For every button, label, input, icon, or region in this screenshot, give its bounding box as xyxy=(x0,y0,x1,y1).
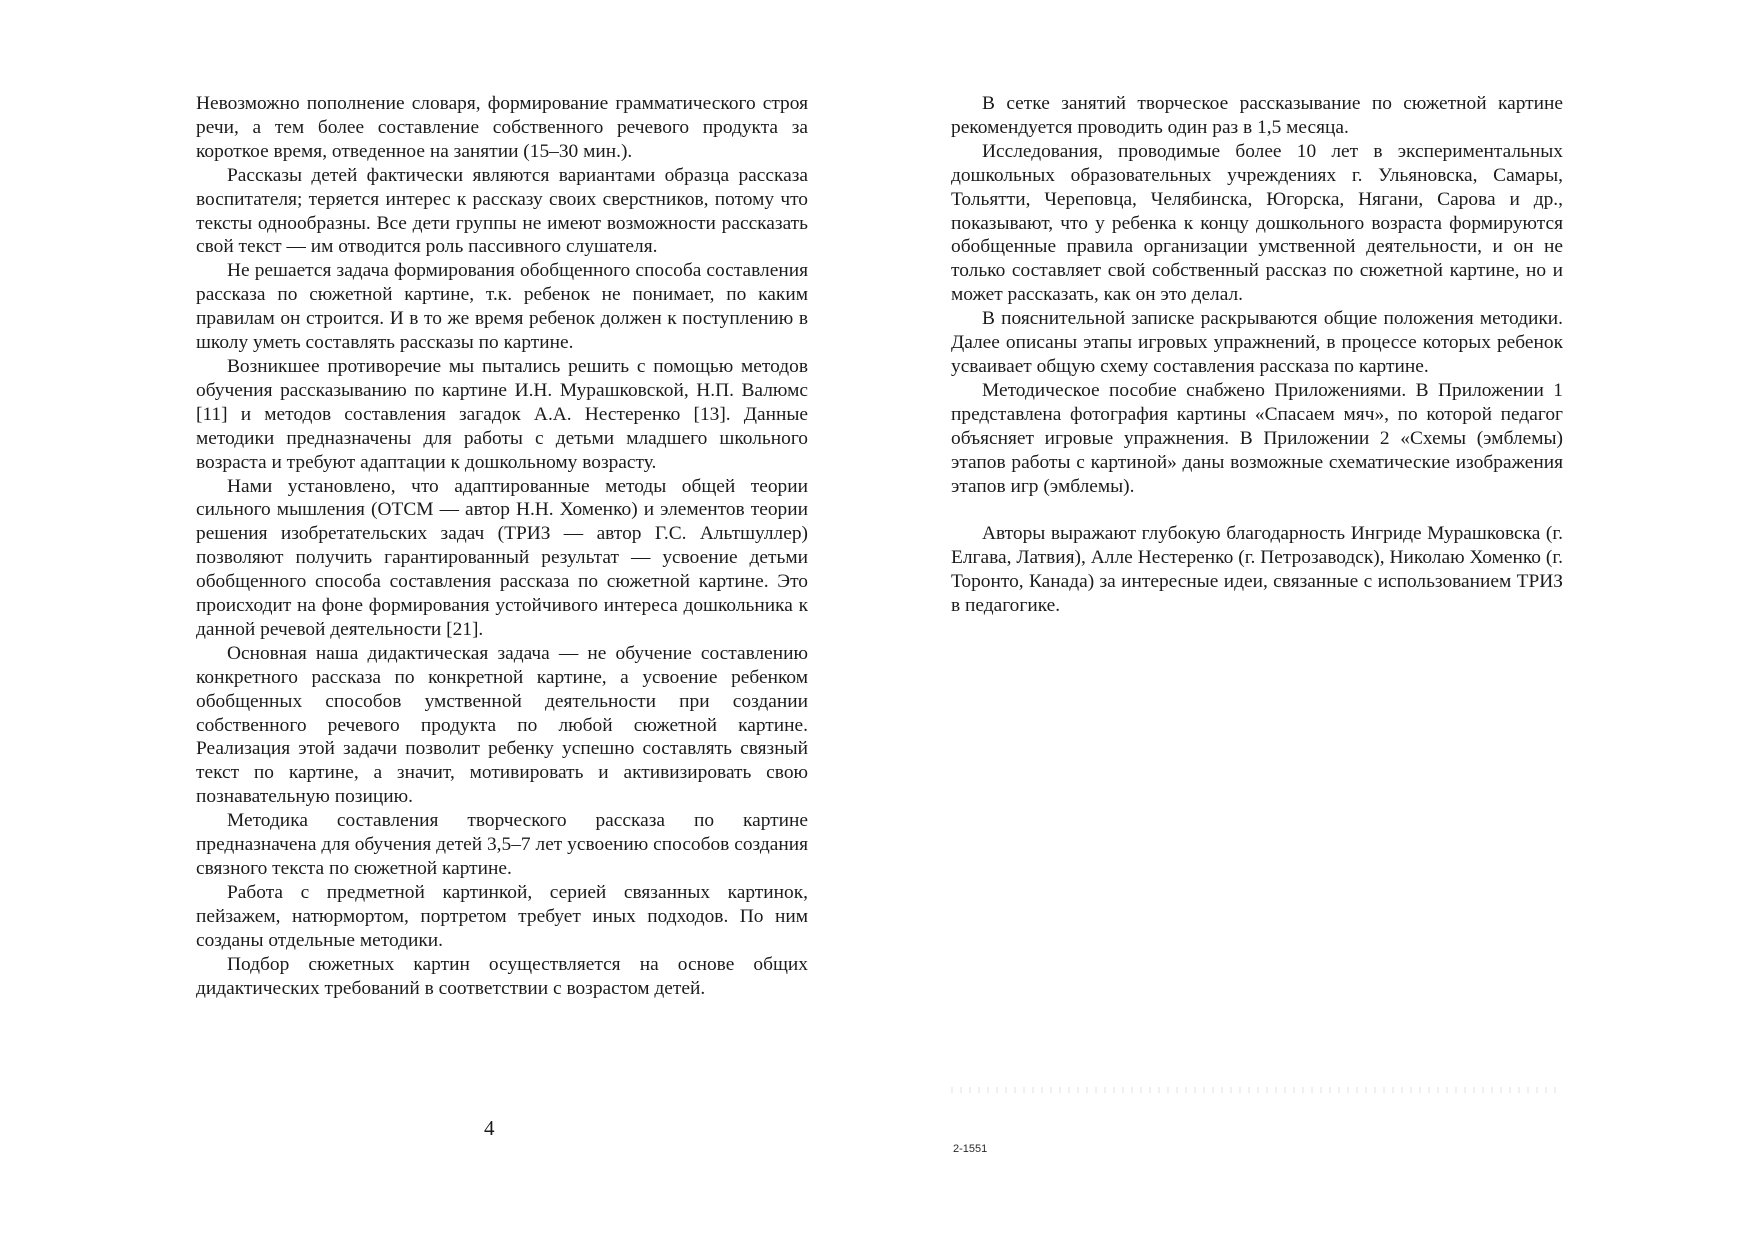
bleed-through-artifact xyxy=(951,1087,1561,1093)
paragraph: Не решается задача формирования обобщенного способа составления рассказа по сюжетной картине, т.к. ребенок не понимает, по каким правилам он строится. И в то же время ребенок должен к поступлению в школу уметь составлять рассказы по картине. xyxy=(196,260,808,354)
right-page xyxy=(877,0,1754,1240)
right-page-text xyxy=(951,92,1563,618)
left-page-text xyxy=(196,92,808,1000)
paragraph: Исследования, проводимые более 10 лет в экспериментальных дошкольных образовательных учреждениях г. Ульяновска, Самары, Тольятти, Череповца, Челябинска, Югорска, Нягани, Сарова и др., показывают, что у ребенка к концу дошкольного возраста формируются обобщенные правила организации умственной деятельности, и он не только составляет свой собственный рассказ по сюжетной картине, но и может рассказать, как он это делал. xyxy=(951,140,1563,306)
acknowledgement-paragraph: Авторы выражают глубокую благодарность Ингриде Мурашковска (г. Елгава, Латвия), Алле Нестеренко (г. Петрозаводск), Николаю Хоменко (г. Торонто, Канада) за интересные идеи, связанные с использованием ТРИЗ в педагогике. xyxy=(951,523,1563,617)
paragraph: Методическое пособие снабжено Приложениями. В Приложении 1 представлена фотография картины «Спасаем мяч», по которой педагог объясняет игровые упражнения. В Приложении 2 «Схемы (эмблемы) этапов работы с картиной» даны возможные схематические изображения этапов игр (эмблемы). xyxy=(951,379,1563,497)
paragraph: Методика составления творческого рассказа по картине предназначена для обучения детей 3,5–7 лет усвоению способов создания связного текста по сюжетной картине. xyxy=(196,810,808,879)
paragraph: Подбор сюжетных картин осуществляется на основе общих дидактических требований в соответствии с возрастом детей. xyxy=(196,953,808,999)
paragraph: Рассказы детей фактически являются вариантами образца рассказа воспитателя; теряется интерес к рассказу своих сверстников, потому что тексты однообразны. Все дети группы не имеют возможности рассказать свой текст — им отводится роль пассивного слушателя. xyxy=(196,164,808,258)
signature-mark: 2-1551 xyxy=(953,1143,988,1155)
paragraph: В пояснительной записке раскрываются общие положения методики. Далее описаны этапы игровых упражнений, в процессе которых ребенок усваивает общую схему составления рассказа по картине. xyxy=(951,308,1563,377)
paragraph: Основная наша дидактическая задача — не обучение составлению конкретного рассказа по конкретной картине, а усвоение ребенком обобщенных способов умственной деятельности при создании собственного речевого продукта по любой сюжетной картине. Реализация этой задачи позволит ребенку успешно составлять связный текст по картине, а значит, мотивировать и активизировать свою познавательную позицию. xyxy=(196,642,808,808)
paragraph: Невозможно пополнение словаря, формирование грамматического строя речи, а тем более составление собственного речевого продукта за короткое время, отведенное на занятии (15–30 мин.). xyxy=(196,93,808,162)
page-number: 4 xyxy=(484,1116,495,1140)
paragraph: В сетке занятий творческое рассказывание по сюжетной картине рекомендуется проводить один раз в 1,5 месяца. xyxy=(951,93,1563,138)
paragraph: Работа с предметной картинкой, серией связанных картинок, пейзажем, натюрмортом, портретом требует иных подходов. По ним созданы отдельные методики. xyxy=(196,881,808,951)
paragraph: Нами установлено, что адаптированные методы общей теории сильного мышления (ОТСМ — автор Н.Н. Хоменко) и элементов теории решения изобретательских задач (ТРИЗ — автор Г.С. Альтшуллер) позволяют получить гарантированный результат — усвоение детьми обобщенного способа составления рассказа по сюжетной картине. Это происходит на фоне формирования устойчивого интереса дошкольника к данной речевой деятельности [21]. xyxy=(196,475,808,640)
paragraph: Возникшее противоречие мы пытались решить с помощью методов обучения рассказыванию по картине И.Н. Мурашковской, Н.П. Валюмс [11] и методов составления загадок А.А. Нестеренко [13]. Данные методики предназначены для работы с детьми младшего школьного возраста и требуют адаптации к дошкольному возрасту. xyxy=(196,355,808,473)
